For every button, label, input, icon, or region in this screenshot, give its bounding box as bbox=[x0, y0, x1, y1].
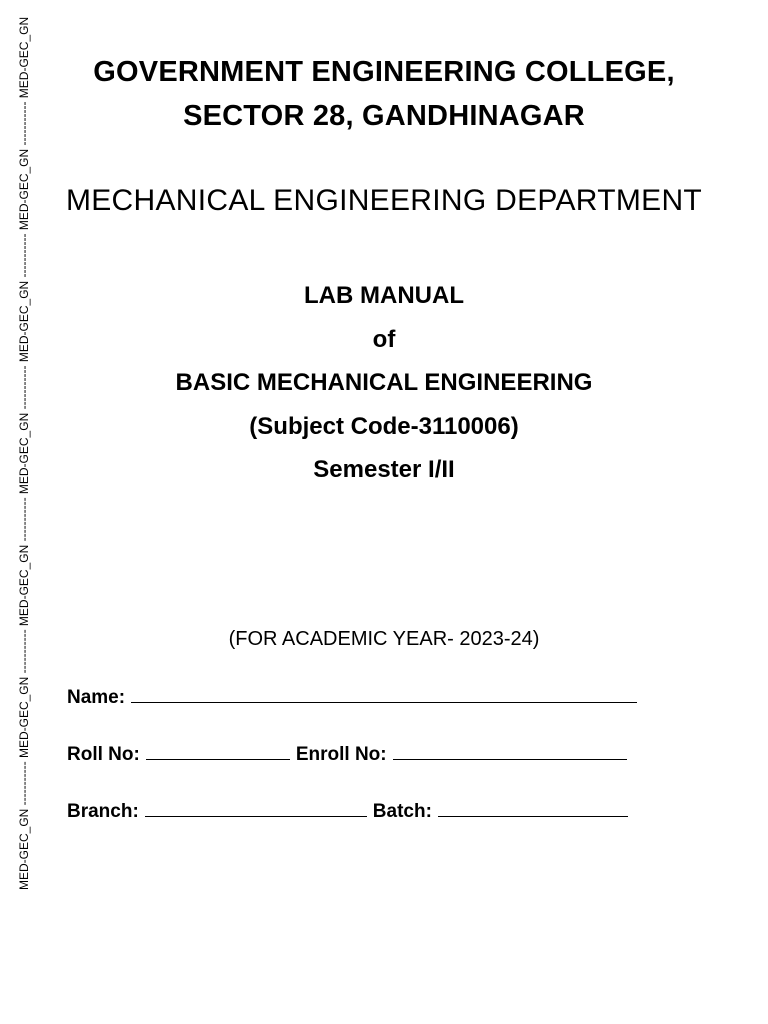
subject-name: BASIC MECHANICAL ENGINEERING bbox=[175, 369, 593, 396]
enroll-blank[interactable] bbox=[393, 741, 627, 760]
manual-title-block bbox=[0, 274, 768, 492]
side-watermark bbox=[0, 0, 48, 1024]
side-watermark-graphic bbox=[0, 0, 48, 1024]
name-blank[interactable] bbox=[131, 684, 637, 703]
subject-code: (Subject Code-3110006) bbox=[249, 412, 519, 440]
batch-label: Batch: bbox=[372, 801, 432, 822]
academic-year: (FOR ACADEMIC YEAR- 2023-24) bbox=[228, 628, 540, 650]
manual-of: of bbox=[372, 325, 396, 353]
name-row bbox=[67, 684, 707, 741]
branch-batch-row bbox=[67, 798, 707, 855]
student-details-form bbox=[67, 684, 707, 855]
branch-label: Branch: bbox=[67, 801, 139, 822]
enroll-label: Enroll No: bbox=[295, 744, 387, 765]
college-heading bbox=[0, 50, 768, 138]
college-name: GOVERNMENT ENGINEERING COLLEGE, bbox=[93, 56, 675, 88]
college-address: SECTOR 28, GANDHINAGAR bbox=[183, 100, 585, 132]
batch-blank[interactable] bbox=[438, 798, 628, 817]
roll-label: Roll No: bbox=[67, 744, 140, 765]
name-label: Name: bbox=[67, 687, 126, 708]
semester: Semester I/II bbox=[313, 456, 455, 483]
roll-blank[interactable] bbox=[146, 741, 290, 760]
branch-blank[interactable] bbox=[145, 798, 367, 817]
side-watermark-text: MED-GEC_GN ----------- MED-GEC_GN ----------- MED-GEC_GN ----------- MED-GEC_GN ----------- MED-GEC_GN ----------- MED-GEC_GN ----------- MED-GEC_GN bbox=[17, 16, 31, 890]
department-name: MECHANICAL ENGINEERING DEPARTMENT bbox=[65, 184, 703, 217]
manual-title: LAB MANUAL bbox=[304, 282, 464, 309]
roll-enroll-row bbox=[67, 741, 707, 798]
